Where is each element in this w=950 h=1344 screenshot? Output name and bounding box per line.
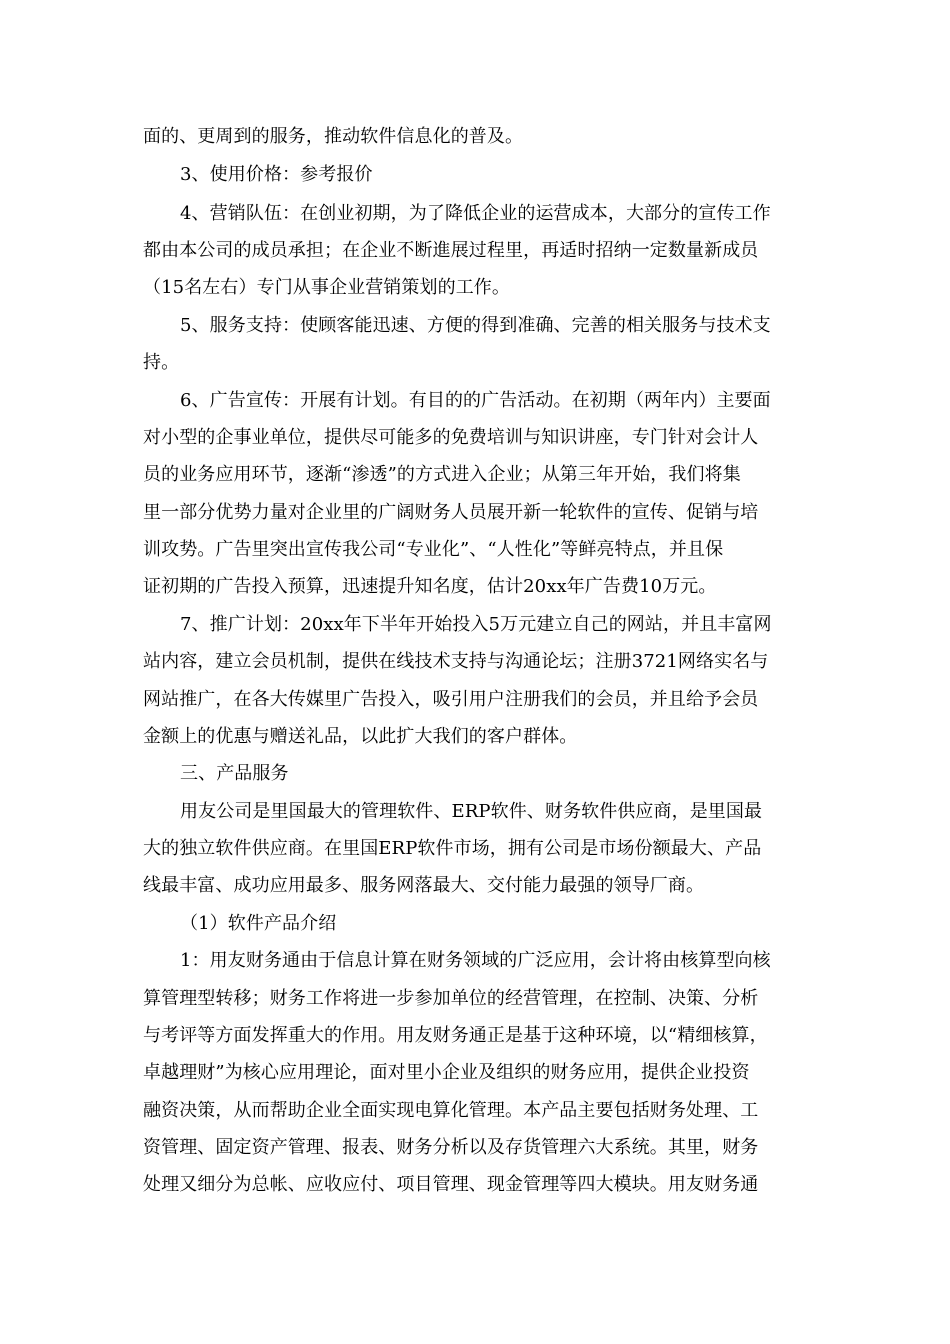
- text-line: 7、推广计划：20xx年下半年开始投入5万元建立自己的网站，并且丰富网: [180, 614, 772, 635]
- text-line: 4、营销队伍：在创业初期，为了降低企业的运营成本，大部分的宣传工作: [180, 203, 771, 224]
- text-line: 处理又细分为总帐、应收应付、项目管理、现金管理等四大模块。用友财务通: [143, 1174, 759, 1195]
- text-line: 证初期的广告投入预算，迅速提升知名度，估计20xx年广告费10万元。: [143, 576, 717, 597]
- text-line: 1：用友财务通由于信息计算在财务领域的广泛应用，会计将由核算型向核: [180, 950, 771, 971]
- text-line: 大的独立软件供应商。在里国ERP软件市场，拥有公司是市场份额最大、产品: [143, 838, 762, 859]
- text-line: 3、使用价格：参考报价: [180, 164, 373, 185]
- text-line: 6、广告宣传：开展有计划。有目的的广告活动。在初期（两年内）主要面: [180, 390, 771, 411]
- text-line: 线最丰富、成功应用最多、服务网落最大、交付能力最强的领导厂商。: [143, 875, 705, 896]
- text-line: （15名左右）专门从事企业营销策划的工作。: [143, 277, 511, 298]
- text-line: 面的、更周到的服务，推动软件信息化的普及。: [143, 126, 524, 147]
- text-line: 金额上的优惠与赠送礼品，以此扩大我们的客户群体。: [143, 726, 578, 747]
- subsection-heading: （1）软件产品介绍: [180, 913, 337, 934]
- section-heading: 三、产品服务: [180, 763, 289, 784]
- text-line: 与考评等方面发挥重大的作用。用友财务通正是基于这种环境，以“精细核算，: [143, 1025, 768, 1046]
- text-line: 资管理、固定资产管理、报表、财务分析以及存货管理六大系统。其里，财务: [143, 1137, 759, 1158]
- text-line: 卓越理财”为核心应用理论，面对里小企业及组织的财务应用，提供企业投资: [143, 1062, 750, 1083]
- text-line: 算管理型转移；财务工作将进一步参加单位的经营管理，在控制、决策、分析: [143, 988, 759, 1009]
- text-line: 持。: [143, 352, 180, 373]
- text-line: 站内容，建立会员机制，提供在线技术支持与沟通论坛；注册3721网络实名与: [143, 651, 769, 672]
- text-line: 员的业务应用环节，逐渐“渗透”的方式进入企业；从第三年开始，我们将集: [143, 464, 741, 485]
- text-line: 融资决策，从而帮助企业全面实现电算化管理。本产品主要包括财务处理、工: [143, 1100, 759, 1121]
- text-line: 里一部分优势力量对企业里的广阔财务人员展开新一轮软件的宣传、促销与培: [143, 502, 759, 523]
- text-line: 用友公司是里国最大的管理软件、ERP软件、财务软件供应商，是里国最: [180, 801, 763, 822]
- text-line: 都由本公司的成员承担；在企业不断進展过程里，再适时招纳一定数量新成员: [143, 240, 759, 261]
- text-line: 训攻势。广告里突出宣传我公司“专业化”、“人性化”等鲜亮特点，并且保: [143, 539, 724, 560]
- text-line: 网站推广，在各大传媒里广告投入，吸引用户注册我们的会员，并且给予会员: [143, 689, 759, 710]
- text-line: 对小型的企事业单位，提供尽可能多的免费培训与知识讲座，专门针对会计人: [143, 427, 759, 448]
- text-line: 5、服务支持：使顾客能迅速、方便的得到准确、完善的相关服务与技术支: [180, 315, 771, 336]
